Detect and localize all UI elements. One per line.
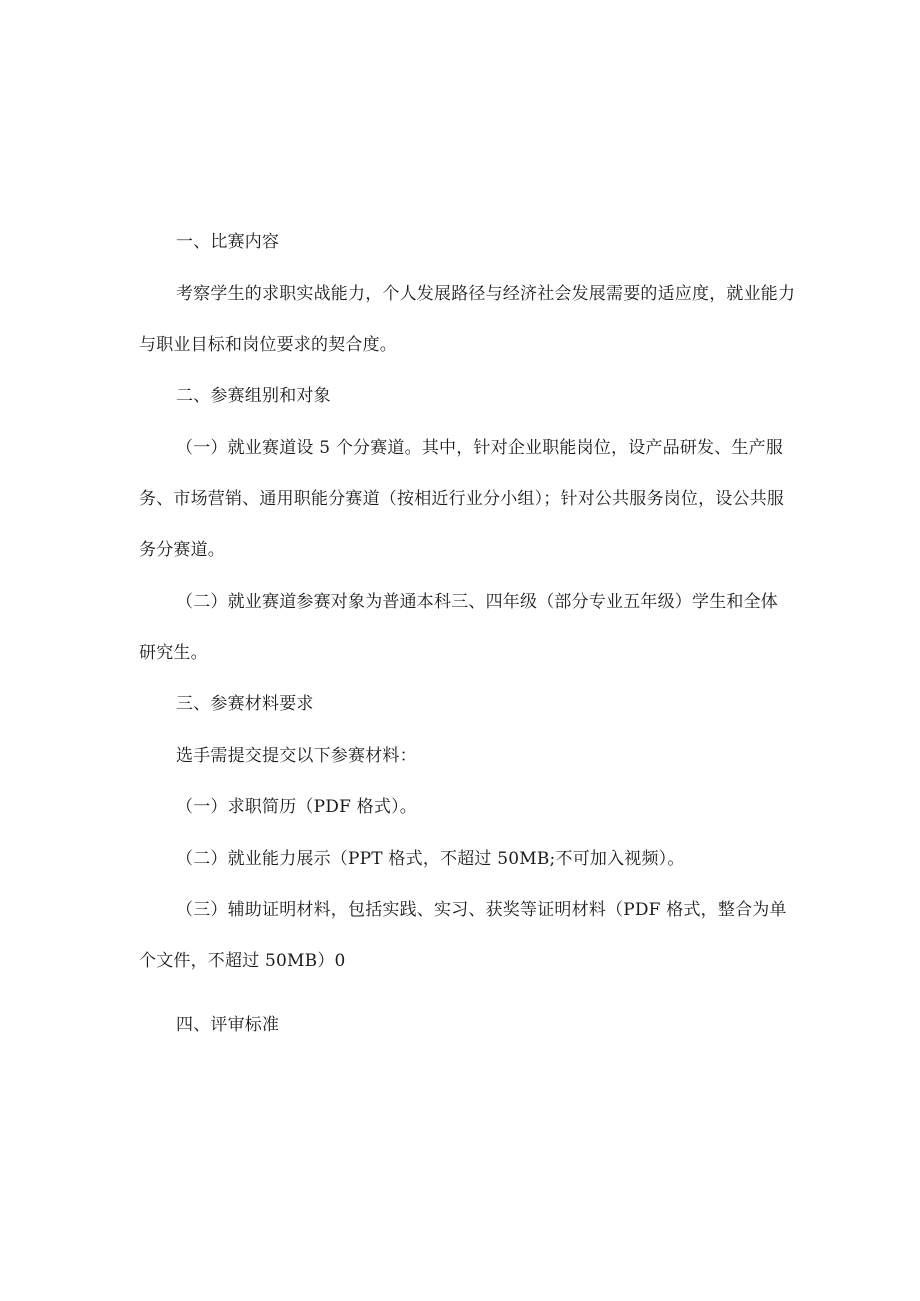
section-heading-4: 四、评审标准 <box>176 1015 280 1035</box>
paragraph-line: 考察学生的求职实战能力，个人发展路径与经济社会发展需要的适应度，就业能力 <box>176 284 796 304</box>
list-item: （三）辅助证明材料，包括实践、实习、获奖等证明材料（PDF 格式，整合为单 <box>176 900 787 920</box>
paragraph-line: 务、市场营销、通用职能分赛道（按相近行业分小组）；针对公共服务岗位，设公共服 <box>139 489 785 509</box>
section-heading-3: 三、参赛材料要求 <box>176 694 314 714</box>
paragraph-line: 选手需提交提交以下参赛材料： <box>176 746 417 766</box>
paragraph-line: 务分赛道。 <box>139 540 225 560</box>
list-item-continuation: 个文件，不超过 50MB）0 <box>139 951 346 971</box>
list-item: （一）求职简历（PDF 格式）。 <box>176 797 417 817</box>
paragraph-line: 研究生。 <box>139 643 208 663</box>
list-item: （二）就业能力展示（PPT 格式，不超过 50MB;不可加入视频）。 <box>176 849 685 869</box>
section-heading-1: 一、比赛内容 <box>176 232 280 252</box>
paragraph-line: 与职业目标和岗位要求的契合度。 <box>139 335 397 355</box>
section-heading-2: 二、参赛组别和对象 <box>176 386 331 406</box>
paragraph-line: （一）就业赛道设 5 个分赛道。其中，针对企业职能岗位，设产品研发、生产服 <box>176 438 784 458</box>
paragraph-line: （二）就业赛道参赛对象为普通本科三、四年级（部分专业五年级）学生和全体 <box>176 592 778 612</box>
